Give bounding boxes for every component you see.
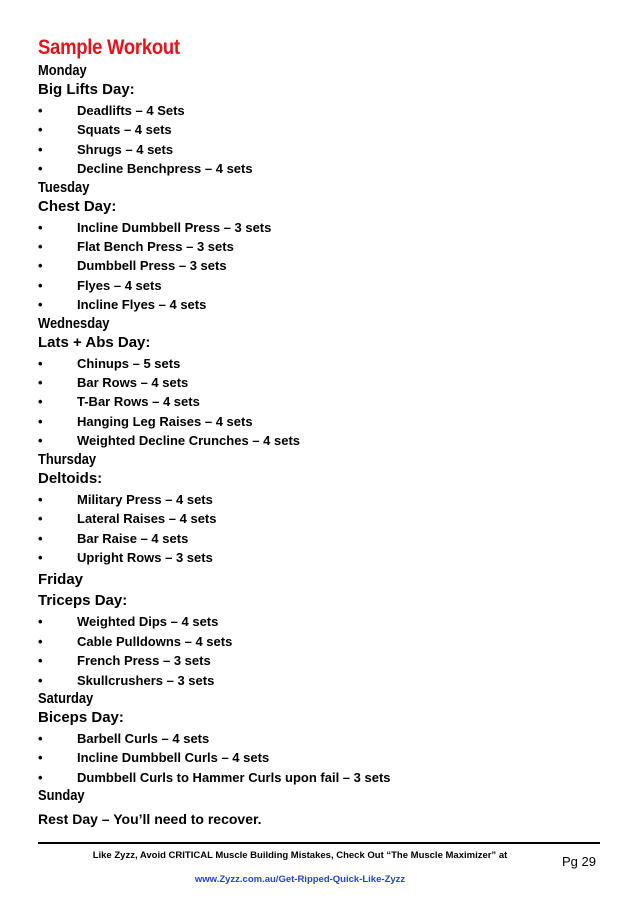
list-item: [38, 671, 603, 690]
bullet-icon: •: [38, 413, 43, 429]
bullet-icon: •: [38, 161, 43, 177]
footer-divider: [38, 842, 600, 844]
exercise-label: Dumbbell Curls to Hammer Curls upon fail – 3 sets: [77, 769, 391, 785]
bullet-icon: •: [38, 511, 43, 527]
list-item: [38, 768, 603, 787]
list-item: [38, 612, 603, 631]
list-item: [38, 354, 603, 373]
exercise-list: [38, 612, 603, 690]
list-item: [38, 392, 603, 411]
bullet-icon: •: [38, 433, 43, 449]
bullet-icon: •: [38, 769, 43, 785]
workout-schedule: [38, 62, 603, 804]
bullet-icon: •: [38, 277, 43, 293]
exercise-label: Incline Dumbbell Curls – 4 sets: [77, 750, 270, 766]
bullet-icon: •: [38, 549, 43, 565]
bullet-icon: •: [38, 375, 43, 391]
page-number: Pg 29: [562, 854, 596, 869]
list-item: [38, 140, 603, 159]
list-item: [38, 509, 603, 528]
exercise-label: Upright Rows – 3 sets: [77, 549, 213, 565]
day-focus: Big Lifts Day:: [38, 81, 135, 98]
exercise-label: Weighted Decline Crunches – 4 sets: [77, 433, 300, 449]
bullet-icon: •: [38, 239, 43, 255]
day-heading: Monday: [38, 62, 87, 79]
day-focus: Triceps Day:: [38, 592, 128, 610]
exercise-label: Cable Pulldowns – 4 sets: [77, 633, 233, 649]
list-item: [38, 632, 603, 651]
exercise-label: Weighted Dips – 4 sets: [77, 614, 219, 630]
footer-link[interactable]: www.Zyzz.com.au/Get-Ripped-Quick-Like-Zyzz: [194, 874, 406, 885]
list-item: [38, 237, 603, 256]
bullet-icon: •: [38, 530, 43, 546]
footer-promo-text: Like Zyzz, Avoid CRITICAL Muscle Building Mistakes, Check Out “The Muscle Maximizer” at: [92, 850, 508, 861]
page-title: Sample Workout: [38, 36, 180, 59]
day-heading: Tuesday: [38, 178, 90, 196]
list-item: [38, 729, 603, 748]
bullet-icon: •: [38, 750, 43, 766]
list-item: [38, 295, 603, 314]
list-item: [38, 548, 603, 567]
bullet-icon: •: [38, 122, 43, 138]
day-heading: Saturday: [38, 689, 94, 707]
list-item: [38, 373, 603, 392]
list-item: [38, 651, 603, 670]
day-focus: Biceps Day:: [38, 708, 124, 726]
bullet-icon: •: [38, 355, 43, 371]
list-item: [38, 218, 603, 237]
list-item: [38, 490, 603, 509]
exercise-label: Shrugs – 4 sets: [77, 141, 174, 157]
exercise-list: [38, 218, 603, 315]
exercise-list: [38, 354, 603, 451]
bullet-icon: •: [38, 672, 43, 688]
list-item: [38, 276, 603, 295]
exercise-label: French Press – 3 sets: [77, 653, 211, 669]
bullet-icon: •: [38, 491, 43, 507]
exercise-list: [38, 101, 603, 179]
bullet-icon: •: [38, 219, 43, 235]
bullet-icon: •: [38, 653, 43, 669]
list-item: [38, 748, 603, 767]
list-item: [38, 120, 603, 139]
day-heading: Friday: [38, 571, 84, 589]
exercise-label: Decline Benchpress – 4 sets: [77, 161, 253, 177]
exercise-label: Bar Raise – 4 sets: [77, 530, 189, 546]
bullet-icon: •: [38, 614, 43, 630]
list-item: [38, 101, 603, 120]
exercise-label: Incline Dumbbell Press – 3 sets: [77, 219, 272, 235]
list-item: [38, 431, 603, 450]
exercise-list: [38, 490, 603, 568]
bullet-icon: •: [38, 297, 43, 313]
day-heading: Wednesday: [38, 314, 110, 332]
exercise-label: Bar Rows – 4 sets: [77, 375, 189, 391]
list-item: [38, 159, 603, 178]
day-heading: Thursday: [38, 450, 97, 468]
exercise-label: Hanging Leg Raises – 4 sets: [77, 413, 253, 429]
bullet-icon: •: [38, 103, 43, 118]
exercise-label: Lateral Raises – 4 sets: [77, 511, 217, 527]
bullet-icon: •: [38, 730, 43, 746]
rest-day-note: Rest Day – You’ll need to recover.: [38, 811, 262, 828]
bullet-icon: •: [38, 258, 43, 274]
exercise-label: Chinups – 5 sets: [77, 355, 181, 371]
exercise-label: Incline Flyes – 4 sets: [77, 297, 207, 313]
day-focus: Deltoids:: [38, 469, 103, 487]
exercise-label: Dumbbell Press – 3 sets: [77, 258, 227, 274]
exercise-label: Flyes – 4 sets: [77, 277, 162, 293]
day-focus: Lats + Abs Day:: [38, 333, 151, 351]
exercise-label: Barbell Curls – 4 sets: [77, 730, 210, 746]
day-focus: Chest Day:: [38, 197, 117, 215]
list-item: [38, 529, 603, 548]
exercise-label: Squats – 4 sets: [77, 122, 172, 138]
bullet-icon: •: [38, 394, 43, 410]
exercise-label: T-Bar Rows – 4 sets: [77, 394, 200, 410]
list-item: [38, 412, 603, 431]
day-heading: Sunday: [38, 787, 85, 805]
bullet-icon: •: [38, 633, 43, 649]
exercise-label: Military Press – 4 sets: [77, 491, 213, 507]
bullet-icon: •: [38, 141, 43, 157]
exercise-label: Deadlifts – 4 Sets: [77, 103, 185, 118]
exercise-label: Skullcrushers – 3 sets: [77, 672, 215, 688]
document-page: [38, 34, 603, 830]
list-item: [38, 256, 603, 275]
exercise-label: Flat Bench Press – 3 sets: [77, 239, 234, 255]
exercise-list: [38, 729, 603, 787]
